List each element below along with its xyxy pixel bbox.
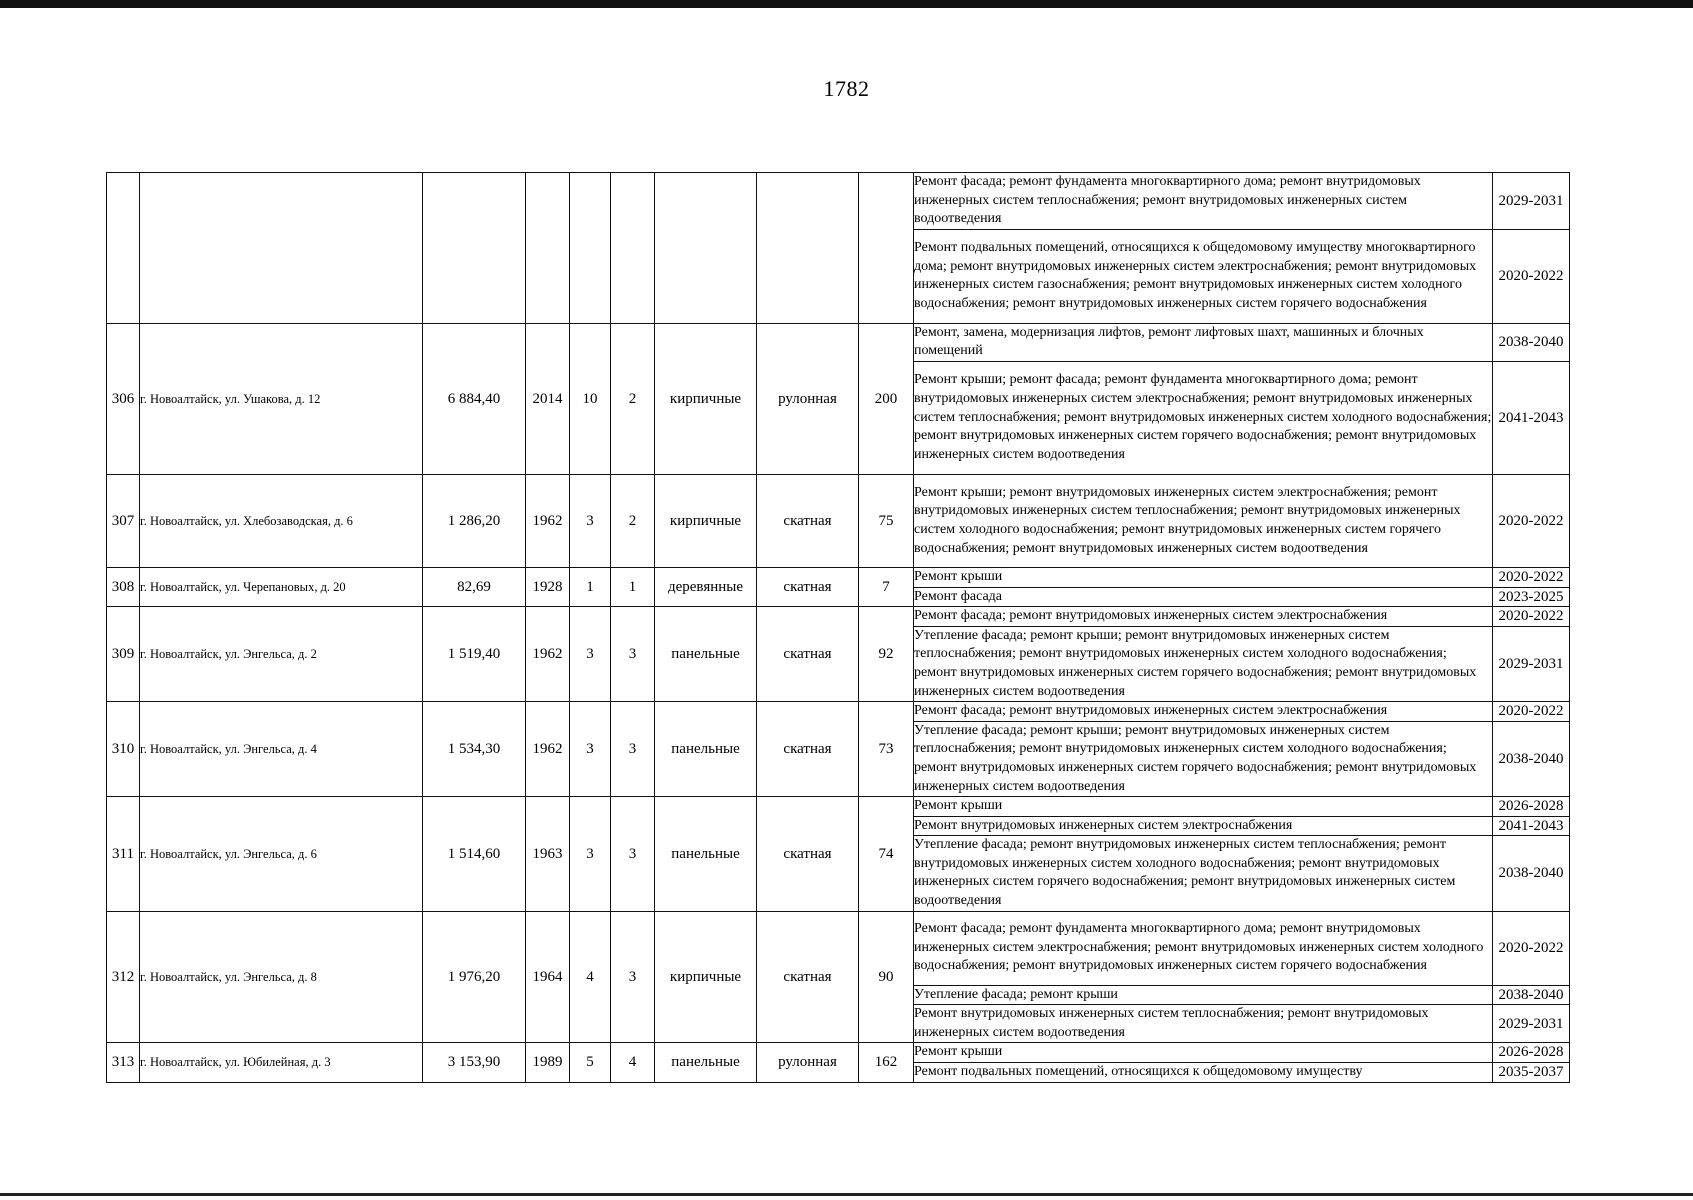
work-description-cell: Ремонт фасада; ремонт фундамента многоквартирного дома; ремонт внутридомовых инженерных систем электроснабжения; ремонт внутридомовых инженерных систем холодного водоснабжения; ремонт внутридомовых инженерных систем горячего водоснабжения bbox=[914, 911, 1493, 985]
work-description-cell: Ремонт, замена, модернизация лифтов, ремонт лифтовых шахт, машинных и блочных помещений bbox=[914, 323, 1493, 361]
work-description-cell: Ремонт крыши bbox=[914, 567, 1493, 587]
work-description-cell: Ремонт крыши bbox=[914, 797, 1493, 817]
residents-cell: 162 bbox=[859, 1043, 914, 1082]
table-row bbox=[107, 797, 1570, 817]
period-cell: 2038-2040 bbox=[1493, 836, 1570, 911]
residents-cell: 90 bbox=[859, 911, 914, 1043]
house-number-cell: 313 bbox=[107, 1043, 140, 1082]
walls-material-cell: кирпичные bbox=[655, 323, 757, 474]
work-description-cell: Ремонт внутридомовых инженерных систем электроснабжения bbox=[914, 816, 1493, 836]
entrances-cell: 3 bbox=[611, 702, 655, 797]
walls-material-cell: панельные bbox=[655, 1043, 757, 1082]
floors-cell: 10 bbox=[570, 323, 611, 474]
residents-cell: 200 bbox=[859, 323, 914, 474]
work-description-cell: Ремонт фасада; ремонт внутридомовых инженерных систем электроснабжения bbox=[914, 702, 1493, 722]
entrances-cell: 2 bbox=[611, 323, 655, 474]
residents-cell bbox=[859, 173, 914, 324]
table-row bbox=[107, 323, 1570, 361]
area-cell: 82,69 bbox=[423, 567, 526, 606]
year-cell: 1962 bbox=[526, 607, 570, 702]
year-cell: 1928 bbox=[526, 567, 570, 606]
year-cell: 1964 bbox=[526, 911, 570, 1043]
area-cell: 6 884,40 bbox=[423, 323, 526, 474]
area-cell: 3 153,90 bbox=[423, 1043, 526, 1082]
house-number-cell: 309 bbox=[107, 607, 140, 702]
table-row bbox=[107, 607, 1570, 627]
repair-program-table bbox=[106, 172, 1570, 1083]
period-cell: 2020-2022 bbox=[1493, 702, 1570, 722]
roof-type-cell: скатная bbox=[757, 567, 859, 606]
roof-type-cell bbox=[757, 173, 859, 324]
address-cell: г. Новоалтайск, ул. Энгельса, д. 6 bbox=[140, 797, 423, 912]
area-cell: 1 286,20 bbox=[423, 474, 526, 567]
period-cell: 2029-2031 bbox=[1493, 173, 1570, 230]
roof-type-cell: рулонная bbox=[757, 1043, 859, 1082]
period-cell: 2041-2043 bbox=[1493, 361, 1570, 474]
work-description-cell: Ремонт подвальных помещений, относящихся к общедомовому имуществу многоквартирного дома; ремонт внутридомовых инженерных систем электроснабжения; ремонт внутридомовых инженерных систем газоснабжения; ремонт внутридомовых инженерных систем холодного водоснабжения; ремонт внутридомовых инженерных систем горячего водоснабжения bbox=[914, 229, 1493, 323]
house-number-cell: 306 bbox=[107, 323, 140, 474]
work-description-cell: Утепление фасада; ремонт крыши; ремонт внутридомовых инженерных систем теплоснабжения; ремонт внутридомовых инженерных систем холодного водоснабжения; ремонт внутридомовых инженерных систем горячего водоснабжения; ремонт внутридомовых инженерных систем водоотведения bbox=[914, 626, 1493, 701]
table-row bbox=[107, 173, 1570, 230]
period-cell: 2029-2031 bbox=[1493, 1005, 1570, 1043]
period-cell: 2026-2028 bbox=[1493, 797, 1570, 817]
period-cell: 2038-2040 bbox=[1493, 985, 1570, 1005]
work-description-cell: Ремонт крыши; ремонт фасада; ремонт фундамента многоквартирного дома; ремонт внутридомовых инженерных систем электроснабжения; ремонт внутридомовых инженерных систем теплоснабжения; ремонт внутридомовых инженерных систем холодного водоснабжения; ремонт внутридомовых инженерных систем горячего водоснабжения; ремонт внутридомовых инженерных систем водоотведения bbox=[914, 361, 1493, 474]
entrances-cell: 3 bbox=[611, 911, 655, 1043]
bottom-rule bbox=[0, 1193, 1693, 1196]
work-description-cell: Ремонт подвальных помещений, относящихся к общедомовому имуществу bbox=[914, 1063, 1493, 1083]
walls-material-cell bbox=[655, 173, 757, 324]
table-body bbox=[107, 173, 1570, 1083]
area-cell: 1 976,20 bbox=[423, 911, 526, 1043]
floors-cell: 3 bbox=[570, 607, 611, 702]
floors-cell: 4 bbox=[570, 911, 611, 1043]
table-row bbox=[107, 1043, 1570, 1063]
entrances-cell bbox=[611, 173, 655, 324]
walls-material-cell: панельные bbox=[655, 702, 757, 797]
address-cell: г. Новоалтайск, ул. Хлебозаводская, д. 6 bbox=[140, 474, 423, 567]
roof-type-cell: скатная bbox=[757, 911, 859, 1043]
period-cell: 2023-2025 bbox=[1493, 587, 1570, 607]
walls-material-cell: панельные bbox=[655, 797, 757, 912]
floors-cell: 1 bbox=[570, 567, 611, 606]
period-cell: 2020-2022 bbox=[1493, 911, 1570, 985]
floors-cell bbox=[570, 173, 611, 324]
residents-cell: 74 bbox=[859, 797, 914, 912]
address-cell: г. Новоалтайск, ул. Энгельса, д. 4 bbox=[140, 702, 423, 797]
table-row bbox=[107, 567, 1570, 587]
top-rule bbox=[0, 0, 1693, 8]
residents-cell: 7 bbox=[859, 567, 914, 606]
period-cell: 2020-2022 bbox=[1493, 567, 1570, 587]
house-number-cell: 308 bbox=[107, 567, 140, 606]
period-cell: 2020-2022 bbox=[1493, 607, 1570, 627]
work-description-cell: Ремонт фасада bbox=[914, 587, 1493, 607]
year-cell: 2014 bbox=[526, 323, 570, 474]
period-cell: 2026-2028 bbox=[1493, 1043, 1570, 1063]
entrances-cell: 2 bbox=[611, 474, 655, 567]
period-cell: 2020-2022 bbox=[1493, 474, 1570, 567]
house-number-cell: 307 bbox=[107, 474, 140, 567]
work-description-cell: Ремонт крыши; ремонт внутридомовых инженерных систем электроснабжения; ремонт внутридомовых инженерных систем теплоснабжения; ремонт внутридомовых инженерных систем холодного водоснабжения; ремонт внутридомовых инженерных систем горячего водоснабжения; ремонт внутридомовых инженерных систем водоотведения bbox=[914, 474, 1493, 567]
table-row bbox=[107, 474, 1570, 567]
roof-type-cell: рулонная bbox=[757, 323, 859, 474]
period-cell: 2035-2037 bbox=[1493, 1063, 1570, 1083]
work-description-cell: Утепление фасада; ремонт крыши; ремонт внутридомовых инженерных систем теплоснабжения; ремонт внутридомовых инженерных систем холодного водоснабжения; ремонт внутридомовых инженерных систем горячего водоснабжения; ремонт внутридомовых инженерных систем водоотведения bbox=[914, 721, 1493, 796]
work-description-cell: Ремонт крыши bbox=[914, 1043, 1493, 1063]
year-cell: 1962 bbox=[526, 474, 570, 567]
work-description-cell: Утепление фасада; ремонт внутридомовых инженерных систем теплоснабжения; ремонт внутридомовых инженерных систем холодного водоснабжения; ремонт внутридомовых инженерных систем горячего водоснабжения; ремонт внутридомовых инженерных систем водоотведения bbox=[914, 836, 1493, 911]
roof-type-cell: скатная bbox=[757, 607, 859, 702]
year-cell: 1962 bbox=[526, 702, 570, 797]
floors-cell: 5 bbox=[570, 1043, 611, 1082]
roof-type-cell: скатная bbox=[757, 702, 859, 797]
year-cell bbox=[526, 173, 570, 324]
entrances-cell: 4 bbox=[611, 1043, 655, 1082]
roof-type-cell: скатная bbox=[757, 474, 859, 567]
year-cell: 1989 bbox=[526, 1043, 570, 1082]
house-number-cell: 311 bbox=[107, 797, 140, 912]
roof-type-cell: скатная bbox=[757, 797, 859, 912]
area-cell: 1 534,30 bbox=[423, 702, 526, 797]
address-cell: г. Новоалтайск, ул. Черепановых, д. 20 bbox=[140, 567, 423, 606]
address-cell: г. Новоалтайск, ул. Энгельса, д. 8 bbox=[140, 911, 423, 1043]
house-number-cell: 312 bbox=[107, 911, 140, 1043]
address-cell: г. Новоалтайск, ул. Юбилейная, д. 3 bbox=[140, 1043, 423, 1082]
area-cell: 1 519,40 bbox=[423, 607, 526, 702]
address-cell bbox=[140, 173, 423, 324]
entrances-cell: 3 bbox=[611, 607, 655, 702]
area-cell bbox=[423, 173, 526, 324]
period-cell: 2038-2040 bbox=[1493, 721, 1570, 796]
period-cell: 2038-2040 bbox=[1493, 323, 1570, 361]
floors-cell: 3 bbox=[570, 474, 611, 567]
address-cell: г. Новоалтайск, ул. Энгельса, д. 2 bbox=[140, 607, 423, 702]
period-cell: 2029-2031 bbox=[1493, 626, 1570, 701]
entrances-cell: 3 bbox=[611, 797, 655, 912]
floors-cell: 3 bbox=[570, 702, 611, 797]
walls-material-cell: панельные bbox=[655, 607, 757, 702]
work-description-cell: Ремонт фасада; ремонт внутридомовых инженерных систем электроснабжения bbox=[914, 607, 1493, 627]
house-number-cell: 310 bbox=[107, 702, 140, 797]
period-cell: 2020-2022 bbox=[1493, 229, 1570, 323]
area-cell: 1 514,60 bbox=[423, 797, 526, 912]
year-cell: 1963 bbox=[526, 797, 570, 912]
table-row bbox=[107, 702, 1570, 722]
floors-cell: 3 bbox=[570, 797, 611, 912]
walls-material-cell: кирпичные bbox=[655, 474, 757, 567]
work-description-cell: Утепление фасада; ремонт крыши bbox=[914, 985, 1493, 1005]
entrances-cell: 1 bbox=[611, 567, 655, 606]
residents-cell: 73 bbox=[859, 702, 914, 797]
address-cell: г. Новоалтайск, ул. Ушакова, д. 12 bbox=[140, 323, 423, 474]
page-number: 1782 bbox=[823, 76, 870, 101]
work-description-cell: Ремонт внутридомовых инженерных систем теплоснабжения; ремонт внутридомовых инженерных систем водоотведения bbox=[914, 1005, 1493, 1043]
period-cell: 2041-2043 bbox=[1493, 816, 1570, 836]
table-row bbox=[107, 911, 1570, 985]
house-number-cell bbox=[107, 173, 140, 324]
residents-cell: 92 bbox=[859, 607, 914, 702]
residents-cell: 75 bbox=[859, 474, 914, 567]
work-description-cell: Ремонт фасада; ремонт фундамента многоквартирного дома; ремонт внутридомовых инженерных систем теплоснабжения; ремонт внутридомовых инженерных систем водоотведения bbox=[914, 173, 1493, 230]
walls-material-cell: деревянные bbox=[655, 567, 757, 606]
walls-material-cell: кирпичные bbox=[655, 911, 757, 1043]
